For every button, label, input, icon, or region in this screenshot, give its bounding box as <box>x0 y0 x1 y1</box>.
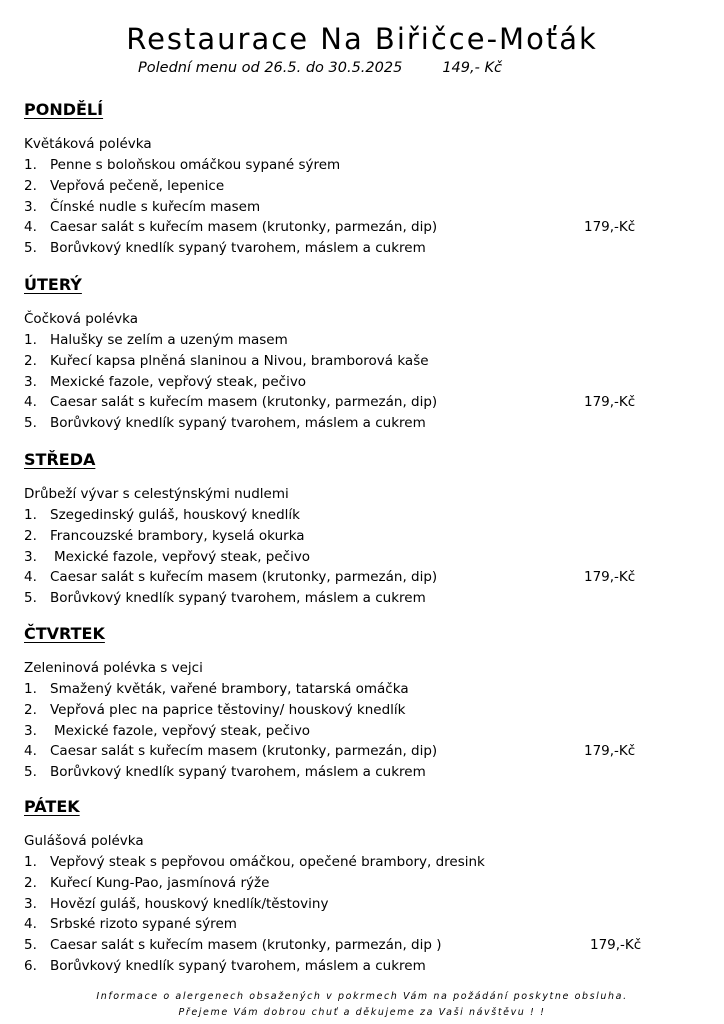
item-number: 2. <box>24 527 37 544</box>
item-text: Caesar salát s kuřecím masem (krutonky, parmezán, dip ) <box>50 937 442 954</box>
menu-item <box>24 854 704 875</box>
item-number: 3. <box>24 198 37 215</box>
item-text: Halušky se zelím a uzeným masem <box>50 332 288 348</box>
item-number: 1. <box>24 854 37 870</box>
item-text: Mexické fazole, vepřový steak, pečivo <box>54 722 311 739</box>
menu-item <box>24 723 704 744</box>
item-number: 4. <box>24 916 37 933</box>
menu-item <box>24 507 704 528</box>
item-text: Smažený květák, vařené brambory, tatarská omáčka <box>50 681 409 697</box>
item-text: Francouzské brambory, kyselá okurka <box>50 527 305 544</box>
menu-item <box>24 199 704 220</box>
day-soup: Čočková polévka <box>24 311 138 327</box>
day-soup: Květáková polévka <box>24 136 152 152</box>
menu-item <box>24 569 704 590</box>
item-number: 5. <box>24 415 37 432</box>
menu-list <box>24 332 704 436</box>
menu-period: Polední menu od 26.5. do 30.5.2025 <box>138 60 403 76</box>
menu-item <box>24 240 704 261</box>
menu-item <box>24 528 704 549</box>
menu-price: 149,- Kč <box>442 60 502 76</box>
menu-item <box>24 415 704 436</box>
thank-you-note: Přejeme Vám dobrou chuť a děkujeme za Vaši návštěvu ! ! <box>178 1007 546 1018</box>
menu-item <box>24 549 704 570</box>
menu-subtitle <box>138 60 502 76</box>
menu-item <box>24 681 704 702</box>
item-number: 4. <box>24 219 37 236</box>
item-text: Čínské nudle s kuřecím masem <box>50 198 261 215</box>
menu-item <box>24 702 704 723</box>
menu-list <box>24 157 704 261</box>
allergen-notice: Informace o alergenech obsažených v pokrmech Vám na požádání poskytne obsluha. <box>96 991 628 1002</box>
item-number: 3. <box>24 548 37 565</box>
item-text: Penne s boloňskou omáčkou sypané sýrem <box>50 157 341 173</box>
menu-item <box>24 178 704 199</box>
item-number: 4. <box>24 743 37 760</box>
item-text: Szegedinský guláš, houskový knedlík <box>50 507 300 523</box>
day-soup: Drůbeží vývar s celestýnskými nudlemi <box>24 486 289 502</box>
item-number: 5. <box>24 764 37 781</box>
day-heading: PÁTEK <box>24 797 80 816</box>
item-number: 3. <box>24 895 37 912</box>
item-number: 5. <box>24 240 37 257</box>
restaurant-title: Restaurace Na Biřičce-Moťák <box>126 22 598 56</box>
item-text: Hovězí guláš, houskový knedlík/těstoviny <box>50 895 329 912</box>
item-number: 5. <box>24 590 37 607</box>
day-soup: Zeleninová polévka s vejci <box>24 660 203 676</box>
menu-item <box>24 374 704 395</box>
menu-item <box>24 394 704 415</box>
menu-item <box>24 875 704 896</box>
item-price: 179,-Kč <box>584 569 636 586</box>
item-number: 1. <box>24 157 37 173</box>
item-number: 3. <box>24 373 37 390</box>
item-number: 4. <box>24 394 37 411</box>
menu-item <box>24 937 704 958</box>
item-price: 179,-Kč <box>584 394 636 411</box>
item-text: Borůvkový knedlík sypaný tvarohem, máslem a cukrem <box>50 590 426 607</box>
item-number: 3. <box>24 722 37 739</box>
menu-item <box>24 764 704 785</box>
item-text: Caesar salát s kuřecím masem (krutonky, parmezán, dip) <box>50 569 438 586</box>
menu-item <box>24 332 704 353</box>
menu-list <box>24 681 704 785</box>
item-text: Vepřový steak s pepřovou omáčkou, opečené brambory, dresink <box>50 854 485 870</box>
item-text: Borůvkový knedlík sypaný tvarohem, máslem a cukrem <box>50 764 426 781</box>
item-text: Mexické fazole, vepřový steak, pečivo <box>50 373 307 390</box>
menu-item <box>24 916 704 937</box>
menu-list <box>24 854 704 979</box>
item-text: Kuřecí Kung-Pao, jasmínová rýže <box>50 874 270 891</box>
item-number: 4. <box>24 569 37 586</box>
day-heading: ÚTERÝ <box>24 275 82 294</box>
item-number: 6. <box>24 957 37 974</box>
menu-item <box>24 896 704 917</box>
item-price: 179,-Kč <box>584 743 636 760</box>
menu-item <box>24 743 704 764</box>
menu-item <box>24 219 704 240</box>
day-soup: Gulášová polévka <box>24 833 144 849</box>
item-price: 179,-Kč <box>584 219 636 236</box>
menu-item <box>24 958 704 979</box>
item-number: 2. <box>24 177 37 194</box>
menu-item <box>24 353 704 374</box>
item-number: 1. <box>24 507 37 523</box>
item-text: Mexické fazole, vepřový steak, pečivo <box>54 548 311 565</box>
item-number: 5. <box>24 937 37 954</box>
menu-list <box>24 507 704 611</box>
item-number: 1. <box>24 332 37 348</box>
menu-item <box>24 157 704 178</box>
menu-item <box>24 590 704 611</box>
item-number: 1. <box>24 681 37 697</box>
item-text: Caesar salát s kuřecím masem (krutonky, parmezán, dip) <box>50 743 438 760</box>
day-heading: ČTVRTEK <box>24 624 105 643</box>
item-text: Vepřová plec na paprice těstoviny/ houskový knedlík <box>50 701 406 718</box>
item-text: Borůvkový knedlík sypaný tvarohem, máslem a cukrem <box>50 415 426 432</box>
item-price: 179,-Kč <box>590 937 642 954</box>
item-text: Borůvkový knedlík sypaný tvarohem, máslem a cukrem <box>50 957 426 974</box>
item-text: Srbské rizoto sypané sýrem <box>50 916 237 933</box>
item-number: 2. <box>24 352 37 369</box>
item-text: Vepřová pečeně, lepenice <box>50 177 225 194</box>
day-heading: PONDĚLÍ <box>24 100 104 119</box>
item-text: Kuřecí kapsa plněná slaninou a Nivou, bramborová kaše <box>50 352 429 369</box>
item-number: 2. <box>24 874 37 891</box>
day-heading: STŘEDA <box>24 450 96 469</box>
item-text: Caesar salát s kuřecím masem (krutonky, parmezán, dip) <box>50 394 438 411</box>
item-text: Borůvkový knedlík sypaný tvarohem, máslem a cukrem <box>50 240 426 257</box>
item-text: Caesar salát s kuřecím masem (krutonky, parmezán, dip) <box>50 219 438 236</box>
item-number: 2. <box>24 701 37 718</box>
